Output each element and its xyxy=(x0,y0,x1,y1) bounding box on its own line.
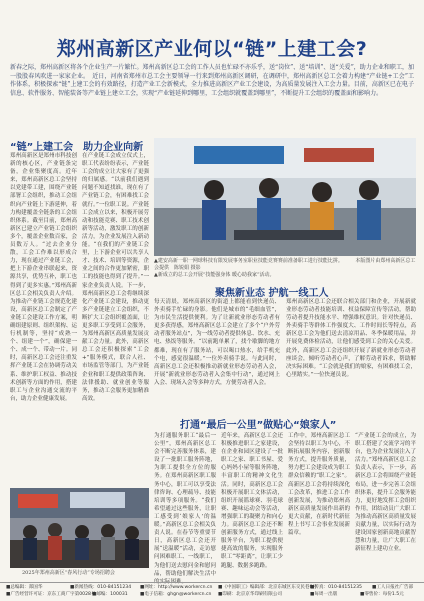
section-title-new-forms: 聚焦新业态 护航一线工人 xyxy=(215,288,329,299)
right-photo-caption: ▲建安高新一职一网球科技有限发展事务室职业技能竞赛赛前准备职工进行技能比拼。 本版图片由郑州高新区总工会提供 陈锐娟 摄影 xyxy=(154,258,416,271)
column-6: 近年来，高新区总工会还积极推进职工之家建设，在企业和园区建设了一批职工之家、职工书屋、爱心妈妈小屋等服务阵地，丰富职工的精神文化生活。同时，高新区总工会积极开展职工文体活动，组织开展篮球赛、羽毛球赛、趣味运动会等活动，增强职工的凝聚力和向心力。高新区总工会还不断创新服务方式，通过线上服务平台，为职工提供便捷高效的服务，实现服务职工“零距离”，让职工少跑腿、数据多跑路。 xyxy=(221,433,283,569)
training-photo xyxy=(154,138,416,256)
footer-printer: ■印刷：北京京华印刷有限公司 xyxy=(218,592,283,597)
column-4: 郑州高新区总工会还联合相关部门和企业，开展新就业形态劳动者技能培训、权益保障宣传等活动，帮助劳动者提升技能水平、增强维权意识。针对快递员、外卖骑手等群体工作强度大、工作时间长等特点，高新区总工会为他们送去清凉用品、冬季保暖用品，并开展免费体检活动，让他们感受到工会的关心关爱。此外，高新区总工会还组织开展了新就业形态劳动者座谈会，倾听劳动者心声，了解劳动者诉求，帮助解决实际困难。“工会就是我们的娘家，有困难找工会，心里踏实。”一位快递员说。 xyxy=(286,299,416,378)
section-title-chain: “链”上建工会 助力企业向新 xyxy=(10,142,144,153)
column-1: 郑州高新区是郑州市科技创新的核心区，产业链条完备，企业集聚度高。近年来，郑州高新区总工会坚持以党建带工建，围绕产业链部署工会组织，推动工会组织向产业链上下游延伸，着力构建覆盖全链条的工会组织体系。截至目前，郑州高新区已建立产业链工会组织多个，覆盖企业数百家，会员数万人。“过去企业分散，工会工作难以形成合力，现在通过产业链工会，把上下游企业串联起来，资源共享，优势互补，职工也得到了更多实惠。”郑州高新区总工会相关负责人介绍。为推动产业链工会规范化建设，高新区总工会制定了产业链工会建设工作方案，明确组建原则、组织架构、运行机制等，坚持“成熟一个、组建一个”，确保建一个、成一个、带动一片。同时，高新区总工会还注重发挥产业链工会在协调劳动关系、维护职工权益、推动技术创新等方面的作用，搭建职工与企业沟通交流的平台，助力企业健康发展。 xyxy=(10,153,77,402)
footer-office: ■《中国职工》编辑部：北京东城区东交民巷8号 xyxy=(218,585,318,590)
footer-postcode: ■邮编：100031 xyxy=(92,592,128,597)
section-title-last-mile: 打通“最后一公里”做贴心“娘家人” xyxy=(180,420,337,431)
recruitment-photo xyxy=(10,488,149,568)
footer-website: ■网址：http://www.workercn.cn xyxy=(140,585,213,590)
footer-ad-dept: ■工人日报社广告部 xyxy=(372,585,414,590)
column-7: 工作中，郑州高新区总工会坚持以职工为中心，不断拓展服务内容，创新服务方式，提升服务质量，努力把工会建设成为职工群众信赖的“职工之家”。高新区总工会将持续深化工会改革，推进工会工作创新发展，为推动郑州高新区高质量发展作出新的更大贡献，在新时代新征程上书写工会事业发展新篇章。 xyxy=(288,433,350,537)
footer-license: ■广告经营许可证：京东工商广字第0028号 xyxy=(6,592,96,597)
left-photo-caption: 2025年郑州高新区“春风行动”专场招聘会 xyxy=(22,570,115,576)
footer-fax: ■传真：010-84151235 xyxy=(310,585,362,590)
column-3: 每天清晨，郑州高新区的街道上都能看到快递员、外卖骑手忙碌的身影。他们是城市的“毛细血管”，为市民生活提供便利。为了让新就业形态劳动者有更多获得感，郑州高新区总工会建立了多个“户外劳动者服务站点”，为一线劳动者提供休息、饮水、充电、热饭等服务。“以前跑单累了，找个歇脚的地方都难，现在有了服务站，可以喝口热水，给手机充个电，感觉很温暖。”一位外卖骑手说。与此同时，高新区总工会还积极推动新就业形态劳动者入会，开展“新就业形态劳动者入会集中行动”，通过网上入会、现场入会等多种方式，方便劳动者入会。 xyxy=(154,299,280,386)
footer-editor: ■总编辑：郑国华 xyxy=(6,585,43,590)
column-8: “产业链工会的成立，为职工搭建了交流学习的平台，也为企业发展注入了活力。”郑州高新区总工会负责人表示，下一步，高新区总工会将围绕产业链布局，进一步完善工会组织体系，提升工会服务能力，更好地发挥工会组织作用，团结动员广大职工为推动高新区高质量发展贡献力量，以实际行动为建设国家创新高地贡献智慧和力量，让广大职工在新征程上建功立业。 xyxy=(355,433,416,553)
masthead-footer xyxy=(0,582,424,601)
column-5: 为打通服务职工“最后一公里”，郑州高新区总工会不断完善服务体系，建设了一批职工服务阵地，为职工提供全方位的服务。在郑州高新区职工服务中心，职工可以享受法律咨询、心理疏导、技能培训等多项服务。“我们希望通过这些服务，让职工感受到‘娘家人’的温暖。”高新区总工会相关负责人说。在春节等重要节日，高新区总工会还开展“送温暖”活动，走访慰问困难职工、一线职工，为他们送去慰问金和慰问品，帮助他们解决生活中的实际困难。 xyxy=(154,433,216,585)
footer-schedule: ■每周一出版 xyxy=(310,592,338,597)
footer-price: ■零售价：每份1.5元 xyxy=(360,592,404,597)
footer-hotline: ■新闻热线：010-84151234 xyxy=(70,585,132,590)
right-photo-caption-b: ▲新成立的总工会开展“技能强身体 暖心助我家”活动。 xyxy=(154,272,275,278)
article-title: 郑州高新区产业何以“链”上建工会? xyxy=(56,38,368,60)
article-lead: 新春之际，郑州高新区将各个企业生产一片繁忙。郑州高新区总工会的工作人员也忙碌不亦乐乎，送“岗位”、送“培训”、送“关爱”，助力企业和职工，加一股股春风吹进一家家企业。 近日，河南省郑州市总工会主要领导一行来到郑州高新区调研，在调研中，郑州高新区总工会着力构建“产业链+工会”工作体系，积极探索“链”上建工会的有效路径，打造产业工会新模式，全力推进高新区产业工会建设，为高质量发展注入工会力量。目前，高新区已在电子信息、软件服务、智能装备等产业链上建立工会，实现“产业链延伸到哪里，工会组织就覆盖到哪里”，不断提升工会组织的覆盖面和影响力。 xyxy=(10,64,414,97)
column-2: 在产业链工会成立仪式上，职工代表纷纷表示，产业链工会的成立让大家有了更强的归属感。“以前我们遇到问题不知道找谁，现在有了产业链工会，有困难找工会就行。”一位职工说。产业链工会成立以来，积极开展劳动和技能竞赛、职工技术创新等活动，激发职工的创新活力，为企业发展注入新动能。“在我们的产业链工会里，上下游企业可以共享人才、技术、培训等资源，企业之间的合作更加紧密，职工的技能也得到了提升。”一家企业负责人说。下一步，郑州高新区总工会将继续深化产业链工会建设，推动更多产业链建立工会组织，不断扩大工会组织覆盖面，让更多职工享受到工会服务，为郑州高新区高质量发展贡献工会力量。此外，高新区总工会还积极探索“工会+”服务模式，联合人社、市场监管等部门，为产业链企业和职工提供政策咨询、法律援助、就业创业等服务，推动工会服务更加精准高效。 xyxy=(82,153,149,402)
footer-email: ■电子信箱：ghgn@workercn.cn xyxy=(140,592,212,597)
